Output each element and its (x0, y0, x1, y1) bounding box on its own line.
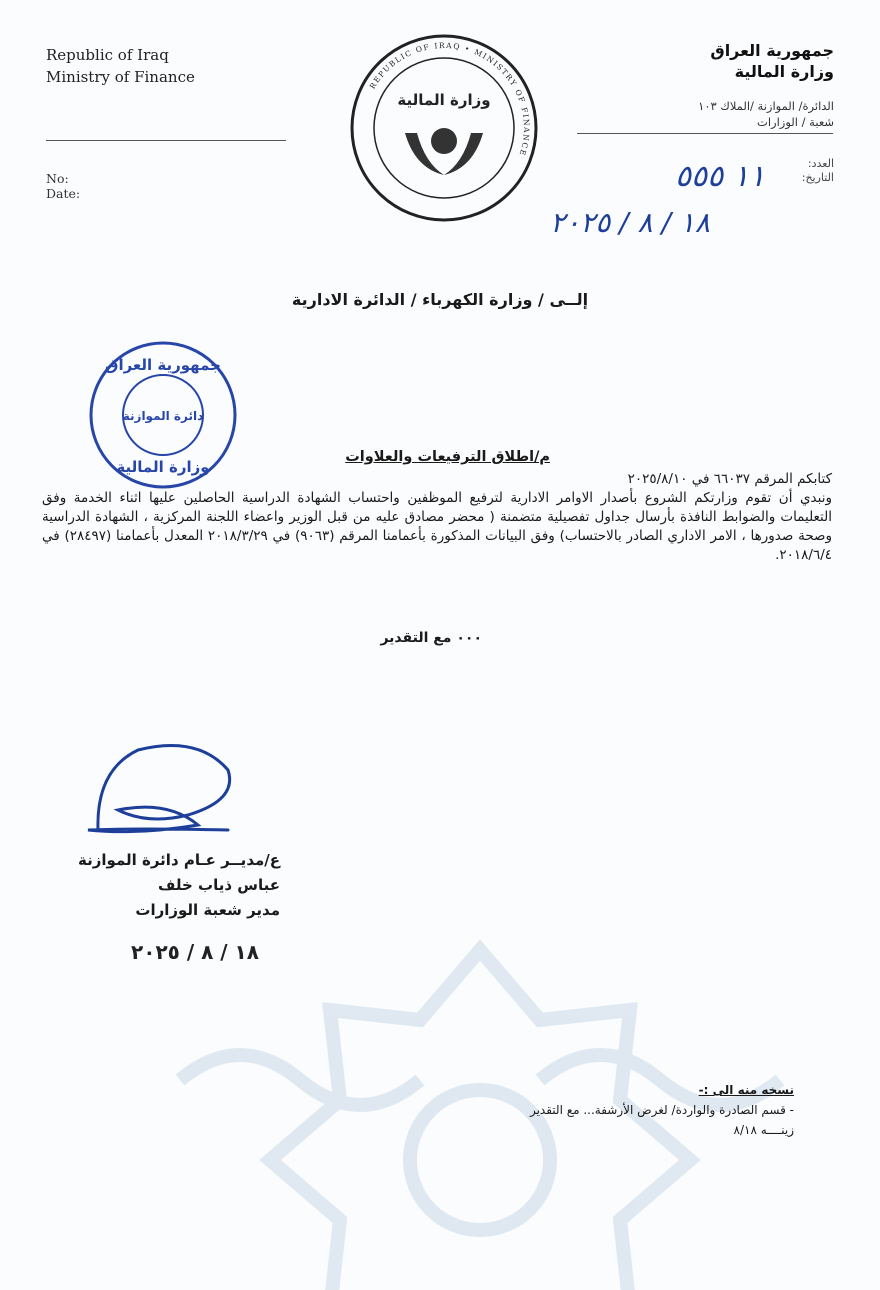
stamp-line-2: دائرة الموازنة (122, 409, 204, 423)
handwritten-number-date (520, 150, 780, 250)
signatory-block (30, 848, 280, 923)
country-ar: جمهورية العراق (710, 41, 834, 60)
ministry-en: Ministry of Finance (46, 68, 195, 86)
divider-left (46, 140, 286, 141)
signature-date-text: ١٨ / ٨ / ٢٠٢٥ (131, 940, 259, 964)
signature-date (120, 931, 270, 971)
copy-to (530, 1080, 794, 1140)
dept-line: الدائرة/ الموازنة /الملاك ١٠٣ (698, 99, 834, 113)
date-label-en: Date: (46, 186, 81, 201)
letter-body (42, 470, 832, 565)
seal-center-text: وزارة المالية (397, 91, 491, 109)
subject: م/اطلاق الترفيعات والعلاوات (345, 449, 550, 465)
handwritten-number: ١١ ٥٥٥ (674, 159, 766, 194)
copy-to-title: نسخه منه الى :- (698, 1083, 794, 1097)
seal-ring-text: REPUBLIC OF IRAQ • MINISTRY OF FINANCE (367, 40, 532, 158)
section-line: شعبة / الوزارات (757, 115, 834, 129)
no-label-en: No: (46, 171, 69, 186)
stamp-line-3: وزارة المالية (116, 458, 210, 476)
country-en: Republic of Iraq (46, 46, 169, 64)
header-en (46, 44, 195, 88)
addressee: إلــى / وزارة الكهرباء / الدائرة الادارية (291, 290, 589, 309)
signatory-title: ع/مديــر عـام دائرة الموازنة (78, 851, 280, 869)
ministry-ar: وزارة المالية (734, 62, 834, 81)
header-ar (710, 40, 834, 82)
body-line-1: كتابكم المرقم ٦٦٠٣٧ في ٢٠٢٥/٨/١٠ (627, 471, 832, 487)
copy-to-line-1: - قسم الصادرة والواردة/ لغرض الأرشفة... مع التقدير (529, 1103, 794, 1117)
no-label-ar: العدد: (807, 157, 834, 170)
stamp-line-1: جمهورية العراق (105, 356, 221, 374)
closing: ٠٠٠ مع التقدير (380, 630, 482, 646)
signatory-name: عباس ذياب خلف (158, 876, 280, 894)
budget-department-stamp (83, 340, 243, 490)
meta-en (46, 171, 80, 201)
date-label-ar: التاريخ: (801, 171, 834, 184)
handwritten-date: ١٨ / ٨ / ٢٠٢٥ (550, 206, 710, 239)
department-ar (698, 98, 834, 130)
meta-ar (802, 157, 834, 185)
ministry-seal-logo (345, 33, 543, 223)
copy-to-line-2: زينــــه ٨/١٨ (733, 1123, 794, 1137)
signatory-position: مدير شعبة الوزارات (135, 901, 280, 919)
handwritten-signature (78, 730, 268, 850)
divider-right (577, 133, 833, 134)
body-line-2: ونبدي أن تقوم وزارتكم الشروع بأصدار الاوامر الادارية لترفيع الموظفين واحتساب الشهادة الدراسية الحاصلين عليها اثناء الخدمة وفق التعليمات والضوابط النافذة بأرسال جداول تفصيلية متضمنة ( محضر مصادق عليه من قبل الوزير واعضاء اللجنة المركزية ، الشهادة الدراسية وصحة صدورها ، الامر الاداري الصادر بالاحتساب) وفق البيانات المذكورة بأعمامنا المرقم (٩٠٦٣) في ٢٠١٨/٣/٢٩ المعدل بأعمامنا (٢٨٤٩٧) في ٢٠١٨/٦/٤. (42, 490, 833, 563)
